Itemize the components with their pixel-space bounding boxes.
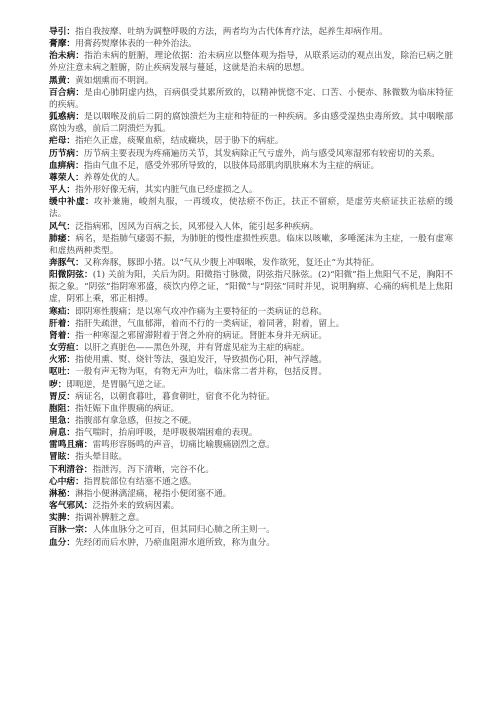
entry-term: 女劳疸： [49,343,84,354]
entry-term: 哕： [49,379,67,390]
entry-term: 胞阻： [49,403,76,414]
entry-definition: 泛指外来的致病因素。 [92,501,180,512]
glossary-entry [49,415,453,427]
glossary-entry [49,318,453,330]
glossary-entry [49,135,453,147]
entry-term: 历节病： [49,148,84,159]
entry-term: 雷鸣且痛： [49,440,93,451]
entry-term: 肾着： [49,330,76,341]
entry-term: 里急： [49,416,76,426]
entry-definition: 攻补兼施，峻剂丸服，一再缓攻，使祛瘀不伤正，扶正不留瘀，是虚劳夹瘀证扶正祛瘀的缓法。 [49,197,453,220]
glossary-entry [49,512,453,524]
entry-term: 阳微阴弦： [49,270,93,281]
entry-definition: 指自我按摩、吐纳为调整呼吸的方法，两者均为古代体育疗法，起养生却病作用。 [75,27,388,37]
glossary-entry [49,403,453,415]
glossary-entry [49,427,453,439]
entry-definition: 即呃逆，是胃膈气逆之证。 [66,379,171,390]
glossary-entry [49,306,453,318]
entry-definition: 指妊娠下血伴腹痛的病证。 [75,403,180,414]
entry-definition: 病名，是指肺气痿弱不振，为肺脏的慢性虚损性疾患。临床以咳嗽，多唾涎沫为主症，一般有虚寒和虚热两种类型。 [49,233,454,256]
entry-term: 胃反： [49,391,76,402]
entry-term: 火邪： [49,355,76,366]
glossary-entry [49,379,453,391]
entry-definition: 先经闭而后水肿，乃瘀血阻滞水道所致，称为血分。 [75,537,275,548]
entry-term: 百脉一宗： [49,525,93,536]
glossary-entry [49,524,453,536]
glossary-entry [49,184,453,196]
entry-definition: 又称奔豚，豚即小猪。以“气从少腹上冲咽喉，发作欲死，复还止”为其特征。 [83,257,380,268]
glossary-entry [49,26,453,38]
glossary-entry [49,464,453,476]
entry-term: 冒眩： [49,452,76,463]
entry-term: 淋秘： [49,488,76,499]
entry-definition: 指气喘时，抬肩呼吸，是呼吸极端困难的表现。 [75,428,258,439]
entry-term: 膏摩： [49,39,76,50]
glossary-entry [49,476,453,488]
glossary-entry [49,269,453,305]
glossary-entry [49,111,453,135]
entry-definition: 淋指小便淋漓涩痛，秘指小便闭塞不通。 [75,488,232,499]
entry-definition: (1) 关前为阳，关后为阴。阳微指寸脉微，阴弦指尺脉弦。(2)“阳微”指上焦阳气不足，胸阳不振之象。“阴弦”指阴寒邪盛，痰饮内停之证，“阳微”与“阴弦”同时并见，说明胸痹、心痛的病机是上焦阳虚，阴邪上乘，邪正相搏。 [49,270,453,305]
entry-definition: 指由气血不足，感受外邪所导致的，以肢体局部肌肉肌肤麻木为主症的病证。 [83,160,380,171]
glossary-entry [49,391,453,403]
entry-definition: 一般有声无物为呕，有物无声为吐，临床常二者并称，包括反胃。 [75,367,327,378]
entry-definition: 指疟久正虚，痰聚血瘀，结成癥块，居于胁下的病症。 [75,136,284,147]
entry-term: 血分： [49,537,76,548]
entry-term: 下利清谷： [49,464,93,475]
entry-definition: 是由心肺阴虚内热，百病俱受其累所致的，以精神恍惚不定、口苦、小便赤、脉微数为临床特征的疾病。 [49,87,454,110]
entry-term: 奔豚气： [49,257,84,268]
entry-term: 肝着： [49,318,76,329]
glossary-entry [49,488,453,500]
entry-definition: 泛指病邪，因风为百病之长，风邪侵入人体，能引起多种疾病。 [75,221,319,232]
entry-definition: 用膏药熨摩体表的一种外治法。 [75,39,197,50]
entry-definition: 指肝失疏泄，气血郁滞，着而不行的一类病证，着同著，附着，留上。 [75,318,345,329]
entry-definition: 指头晕目眩。 [75,452,128,463]
entry-definition: 黄如烟熏而不明润。 [75,75,154,86]
entry-definition: 养尊处优的人。 [83,172,145,183]
entry-term: 心中痞： [49,476,84,487]
glossary-entry [49,148,453,160]
entry-term: 疟母： [49,136,76,147]
glossary-entry [49,354,453,366]
entry-term: 黑黄： [49,75,76,86]
document-body [49,26,453,549]
entry-term: 尊荣人： [49,172,84,183]
entry-definition: 指使用熏、熨、烧针等法，强迫发汗，导致损伤心阳，神气浮越。 [75,355,327,366]
entry-definition: 人体血脉分之可百，但其同归心肺之所主则一。 [92,525,275,536]
entry-definition: 指调补脾脏之意。 [75,513,145,524]
entry-term: 呕吐： [49,367,76,378]
entry-term: 风气： [49,221,76,232]
entry-definition: 指胃脘部位有结塞不通之感。 [83,476,197,487]
entry-term: 血痹病： [49,160,84,171]
glossary-entry [49,451,453,463]
glossary-entry [49,342,453,354]
glossary-entry [49,38,453,50]
glossary-entry [49,75,453,87]
entry-definition: 指泄泻，泻下清晰，完谷不化。 [92,464,215,475]
glossary-entry [49,500,453,512]
entry-definition: 指腹部有拿急感，但按之不硬。 [75,416,197,426]
glossary-entry [49,439,453,451]
entry-term: 实脾： [49,513,76,524]
entry-term: 肺痿： [49,233,76,244]
glossary-entry [49,233,453,257]
entry-definition: 是以咽喉及前后二阴的腐蚀溃烂为主症和特征的一种疾病。多由感受湿热虫毒所致。其中咽喉部腐蚀为惑，前后二阴溃烂为狐。 [49,112,454,135]
glossary-entry [49,221,453,233]
glossary-entry [49,366,453,378]
entry-term: 狐惑病： [49,112,85,123]
glossary-entry [49,172,453,184]
entry-definition: 以肝之真脏色——黑色外现，并有肾虚见症为主症的病症。 [83,343,310,354]
entry-term: 寒疝： [49,306,76,317]
entry-term: 客气邪风： [49,501,93,512]
glossary-entry [49,537,453,549]
entry-definition: 指治未病的脏腑，理论依据：治未病应以整体观为指导，从联系运动的观点出发，除治已病之脏外应注意未病之脏腑，防止疾病发展与蔓延，这就是治未病的思想。 [49,51,454,74]
entry-definition: 雷鸣形容肠鸣的声音，切痛比喻腹痛剧烈之意。 [92,440,275,451]
entry-term: 百合病： [49,87,85,98]
entry-definition: 指外形好像无病，其实内脏气血已经虚损之人。 [75,185,258,196]
entry-definition: 指一种寒湿之邪留滞附着于肾之外府的病证。肾脏本身并无病证。 [75,330,327,341]
entry-term: 平人： [49,185,76,196]
glossary-entry [49,50,453,74]
entry-definition: 历节病主要表现为疼痛遍历关节，其发病除正气亏虚外，尚与感受风寒湿邪有较密切的关系。 [83,148,440,159]
entry-term: 肩息： [49,428,76,439]
glossary-entry [49,257,453,269]
entry-definition: 即阴寒性腹痛；是以寒气攻冲作痛为主要特征的一类病证的总称。 [75,306,327,317]
entry-term: 缓中补虚： [49,197,94,208]
entry-term: 治未病： [49,51,85,62]
entry-term: 导引： [49,27,76,37]
glossary-entry [49,330,453,342]
glossary-entry [49,87,453,111]
glossary-entry [49,160,453,172]
glossary-entry [49,196,453,220]
entry-definition: 病证名，以朝食暮吐，暮食朝吐，宿食不化为特征。 [75,391,275,402]
